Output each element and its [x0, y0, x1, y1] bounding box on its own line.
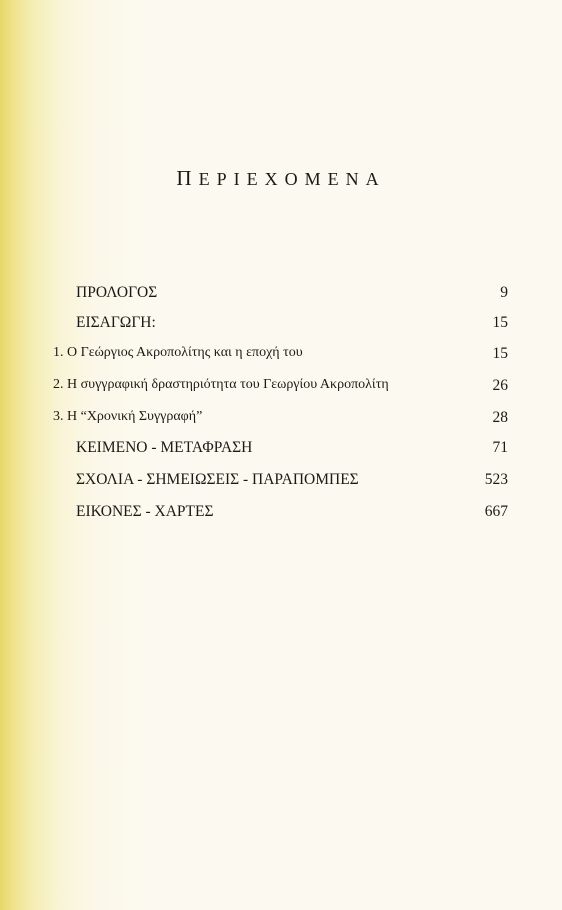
toc-entry-page: 71 — [492, 439, 508, 456]
toc-entry-page: 28 — [492, 409, 508, 426]
toc-entry-page: 26 — [492, 377, 508, 394]
toc-entry — [0, 284, 562, 308]
toc-entry-page: 15 — [492, 314, 508, 331]
toc-entry-label: ΚΕΙΜΕΝΟ - ΜΕΤΑΦΡΑΣΗ — [76, 439, 253, 456]
toc-entry — [0, 345, 562, 369]
toc-entry-label: ΣΧΟΛΙΑ - ΣΗΜΕΙΩΣΕΙΣ - ΠΑΡΑΠΟΜΠΕΣ — [76, 471, 359, 488]
toc-entry-label: 2. Η συγγραφική δραστηριότητα του Γεωργίου Ακροπολίτη — [53, 377, 389, 392]
toc-entry — [0, 503, 562, 527]
toc-entry-label: 3. Η “Χρονική Συγγραφή” — [53, 409, 203, 424]
bleed-through-mark — [470, 532, 562, 546]
toc-entry-label: ΕΙΣΑΓΩΓΗ: — [76, 314, 156, 331]
toc-entry — [0, 409, 562, 433]
toc-entry-page: 523 — [484, 471, 508, 488]
toc-entry — [0, 314, 562, 338]
toc-entry-page: 9 — [500, 284, 508, 301]
toc-entry — [0, 439, 562, 463]
toc-entry-label: ΕΙΚΟΝΕΣ - ΧΑΡΤΕΣ — [76, 503, 214, 520]
contents-title: ΠΕΡΙΕΧΟΜΕΝΑ — [176, 166, 386, 190]
toc-entry — [0, 377, 562, 401]
toc-entry-page: 15 — [492, 345, 508, 362]
toc-entry — [0, 471, 562, 495]
toc-entry-label: 1. Ο Γεώργιος Ακροπολίτης και η εποχή του — [53, 345, 303, 360]
toc-entry-page: 667 — [484, 503, 508, 520]
toc-entry-label: ΠΡΟΛΟΓΟΣ — [76, 284, 158, 301]
